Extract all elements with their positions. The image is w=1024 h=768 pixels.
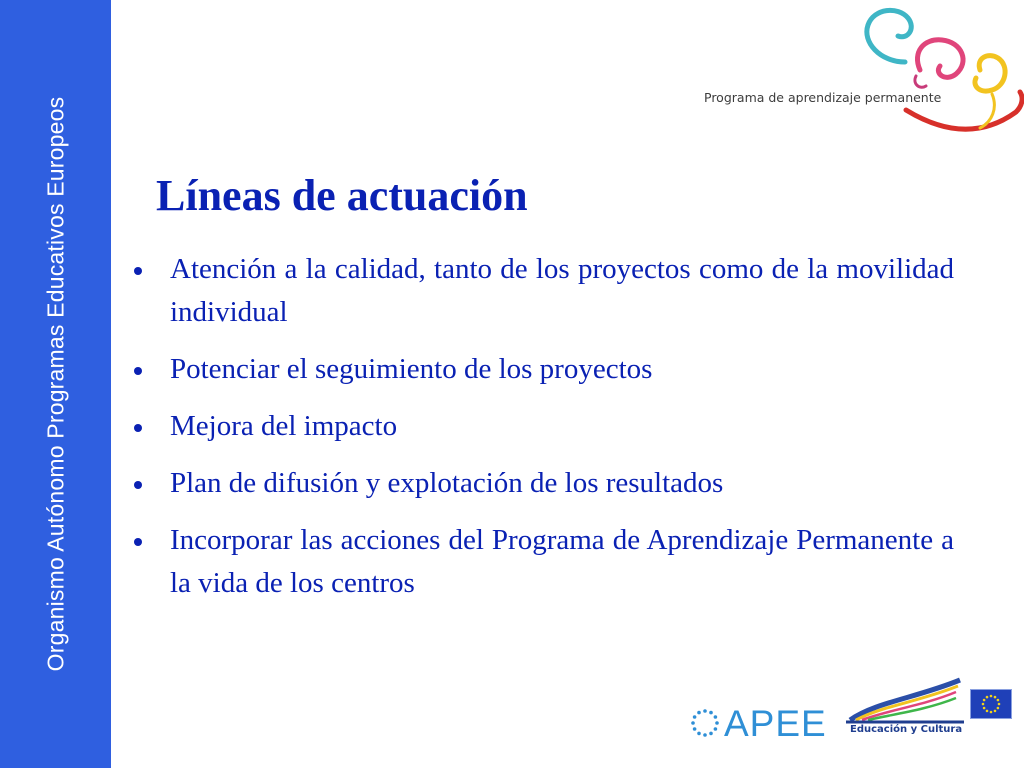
education-culture-label: Educación y Cultura	[850, 724, 963, 735]
slide-title: Líneas de actuación	[156, 171, 528, 220]
bullet-text: Potenciar el seguimiento de los proyectos	[170, 353, 653, 385]
education-culture-logo	[846, 676, 964, 746]
bullet-text: Atención a la calidad, tanto de los proyectos como de la movilidad individual	[170, 253, 954, 328]
program-logo-text: Programa de aprendizaje permanente	[704, 90, 942, 105]
bullet-dot-icon	[134, 367, 142, 375]
sidebar-band	[0, 0, 111, 768]
list-item	[130, 348, 954, 391]
list-item	[130, 405, 954, 448]
bullet-dot-icon	[134, 267, 142, 275]
list-item	[130, 462, 954, 505]
education-culture-wave-icon	[846, 676, 964, 724]
lifelong-learning-swirl-icon	[680, 0, 1024, 150]
apee-label: APEE	[724, 703, 827, 744]
bullet-dot-icon	[134, 538, 142, 546]
bullet-dot-icon	[134, 481, 142, 489]
bullet-text: Mejora del impacto	[170, 410, 398, 442]
list-item	[130, 519, 954, 605]
bullet-list	[130, 248, 954, 619]
bullet-dot-icon	[134, 424, 142, 432]
list-item	[130, 248, 954, 334]
eu-flag-icon	[970, 689, 1012, 719]
bullet-text: Incorporar las acciones del Programa de Aprendizaje Permanente a la vida de los centros	[170, 524, 954, 599]
organization-name: Organismo Autónomo Programas Educativos Europeos	[42, 96, 69, 672]
bullet-text: Plan de difusión y explotación de los resultados	[170, 467, 724, 499]
program-logo	[680, 0, 1024, 150]
apee-ring-icon	[690, 708, 720, 738]
